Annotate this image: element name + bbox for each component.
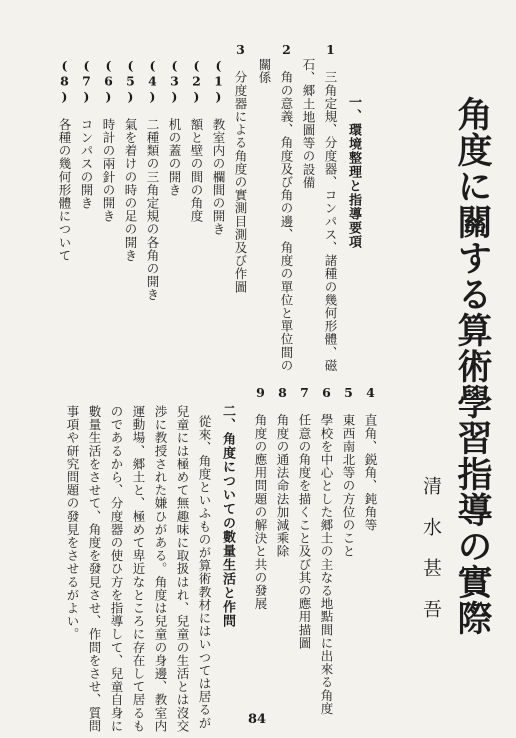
sub-item: (5) 氣を着けの時の足の開き — [123, 58, 138, 263]
sub-item: (7) コンパスの開き — [79, 58, 94, 210]
paragraph-line: のであるから、分度器の使ひ方を指導して、兒童自身に — [109, 405, 124, 733]
paragraph-line: 事項や研究問題の發見をさせるがよい。 — [65, 405, 80, 641]
paragraph-line: 運動場、郷土と、極めて卑近なところに存在して居るも — [131, 405, 146, 733]
paragraph-line: 兒童には極めて無趣味に取扱はれ、兒童の生活とは沒交 — [175, 405, 190, 733]
list-item: 7 任意の角度を描くこと及び其の應用描圖 — [297, 385, 312, 650]
list-item: 6 學校を中心とした郷土の主なる地點間に出來る角度 — [319, 385, 334, 716]
paragraph-line: 渉に教授された嫌ひがある。角度は兒童の身邊、教室内 — [153, 405, 168, 733]
sub-item: (2) 額と壁の間の角度 — [189, 58, 204, 223]
list-item: 1 三角定規、分度器、コンパス、諸種の幾何形體、磁 — [323, 42, 338, 373]
sub-item: (8) 各種の幾何形體について — [57, 58, 72, 263]
list-item: 4 直角、鋭角、鈍角等 — [363, 385, 378, 532]
author-name: 清水甚吾 — [420, 476, 442, 640]
sub-item: (3) 机の蓋の開き — [167, 58, 182, 197]
article-title: 角度に關する算術學習指導の實際 — [452, 96, 493, 636]
list-item-continuation: 石、郷土地圖等の設備 — [301, 58, 316, 189]
section-1-heading: 一、環境整理と指導要項 — [346, 95, 361, 249]
paragraph-line: 從來、角度といふものが算術教材にはいつては居るが — [197, 415, 212, 730]
list-item: 9 角度の應用問題の解決と共の發展 — [253, 385, 268, 611]
list-item: 2 角の意義、角度及び角の邊、角度の單位と單位間の — [279, 42, 294, 373]
paragraph-line: 數量生活をさせて、角度を發見させ、作問をさせ、質問 — [87, 405, 102, 733]
section-2-heading: 二、角度についての數量生活と作問 — [220, 404, 235, 628]
list-item: 3 分度器による角度の實測目測及び作圖 — [233, 42, 248, 294]
list-item: 8 角度の通法命法加減乘除 — [275, 385, 290, 558]
sub-item: (4) 二種類の三角定規の各角の開き — [145, 58, 160, 302]
sub-item: (6) 時計の兩針の開き — [101, 58, 116, 223]
list-item: 5 東西南北等の方位のこと — [341, 385, 356, 558]
page-number: 84 — [248, 712, 267, 727]
list-item-continuation: 關係 — [257, 58, 272, 85]
sub-item: (1) 教室内の欄間の開き — [211, 58, 226, 236]
